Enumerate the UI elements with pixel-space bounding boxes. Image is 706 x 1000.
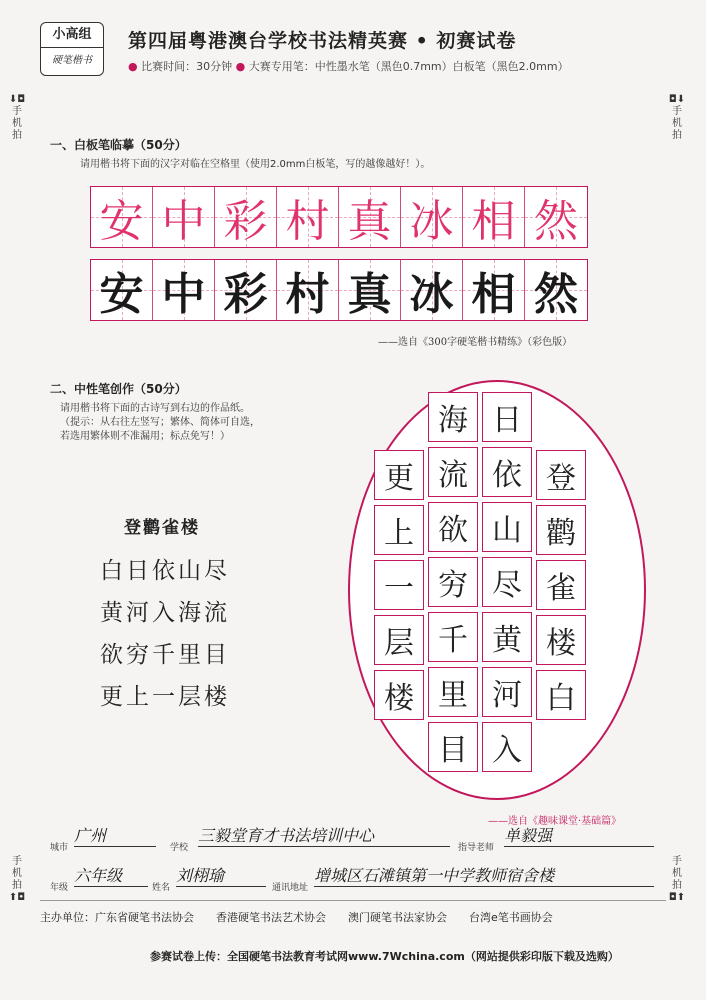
answer-cell[interactable]: 村	[277, 260, 339, 320]
name-field[interactable]: 刘栩瑜	[176, 866, 266, 887]
divider	[40, 900, 666, 901]
grade-field[interactable]: 六年级	[74, 866, 148, 887]
poem-title: 登鹳雀楼	[124, 518, 200, 538]
section2-source: ——选自《趣味课堂·基础篇》	[488, 816, 622, 827]
side-camera-top-left: ⬇◘ 手机拍	[8, 94, 26, 141]
answer-cell[interactable]: 中	[153, 260, 215, 320]
artwork-cell[interactable]: 更	[374, 450, 424, 500]
model-cell: 中	[153, 187, 215, 247]
answer-cell[interactable]: 真	[339, 260, 401, 320]
exam-info: ● 比赛时间：30分钟 ● 大赛专用笔：中性墨水笔（黑色0.7mm）白板笔（黑色2.0mm）	[128, 60, 569, 73]
camera-icon: ◘⬆	[668, 892, 686, 903]
poem-line: 白日依山尽	[100, 558, 230, 584]
city-field[interactable]: 广州	[74, 826, 156, 847]
exam-pen: 大赛专用笔：中性墨水笔（黑色0.7mm）白板笔（黑色2.0mm）	[248, 60, 569, 73]
artwork-cell[interactable]: 日	[482, 392, 532, 442]
answer-cell[interactable]: 彩	[215, 260, 277, 320]
artwork-cell[interactable]: 白	[536, 670, 586, 720]
copy-answer-row	[90, 259, 588, 321]
artwork-cell[interactable]: 里	[428, 667, 478, 717]
section2-title: 二、中性笔创作（50分）	[50, 382, 187, 396]
model-cell: 冰	[401, 187, 463, 247]
artwork-cell[interactable]: 上	[374, 505, 424, 555]
artwork-cell[interactable]: 楼	[536, 615, 586, 665]
model-cell: 真	[339, 187, 401, 247]
answer-cell[interactable]: 冰	[401, 260, 463, 320]
answer-cell[interactable]: 安	[91, 260, 153, 320]
address-label: 通讯地址	[272, 883, 309, 893]
answer-cell[interactable]: 相	[463, 260, 525, 320]
model-cell: 安	[91, 187, 153, 247]
artwork-cell[interactable]: 黄	[482, 612, 532, 662]
artwork-cell[interactable]: 山	[482, 502, 532, 552]
copy-model-row	[90, 186, 588, 248]
badge-style-label: 硬笔楷书	[52, 55, 92, 66]
side-camera-top-right: ◘⬇ 手机拍	[668, 94, 686, 141]
school-field[interactable]: 三毅堂育才书法培训中心	[198, 826, 450, 847]
side-camera-bottom-right: 手机拍 ◘⬆	[668, 856, 686, 903]
exam-title: 第四届粤港澳台学校书法精英赛 • 初赛试卷	[128, 30, 517, 52]
artwork-cell[interactable]: 流	[428, 447, 478, 497]
teacher-label: 指导老师	[458, 843, 495, 853]
artwork-cell[interactable]: 目	[428, 722, 478, 772]
poem-line: 欲穷千里目	[100, 642, 230, 668]
artwork-cell[interactable]: 登	[536, 450, 586, 500]
poem-line: 更上一层楼	[100, 684, 230, 710]
artwork-cell[interactable]: 层	[374, 615, 424, 665]
artwork-cell[interactable]: 依	[482, 447, 532, 497]
model-cell: 村	[277, 187, 339, 247]
badge-group-label: 小高组	[41, 23, 103, 48]
grade-label: 年级	[50, 883, 69, 893]
answer-cell[interactable]: 然	[525, 260, 587, 320]
model-cell: 彩	[215, 187, 277, 247]
camera-icon: ⬇◘	[8, 94, 26, 105]
section1-instruction: 请用楷书将下面的汉字对临在空格里（使用2.0mm白板笔，写的越像越好！）。	[80, 159, 431, 170]
name-label: 姓名	[152, 883, 171, 893]
camera-icon: ◘⬇	[668, 94, 686, 105]
sponsors: 主办单位：广东省硬笔书法协会 香港硬笔书法艺术协会 澳门硬笔书法家协会 台湾e笔书画协会	[40, 911, 553, 924]
artwork-cell[interactable]: 鹳	[536, 505, 586, 555]
group-badge	[40, 22, 104, 76]
model-cell: 然	[525, 187, 587, 247]
artwork-cell[interactable]: 千	[428, 612, 478, 662]
section1-title: 一、白板笔临摹（50分）	[50, 138, 187, 152]
exam-time: 比赛时间：30分钟	[141, 60, 233, 73]
artwork-cell[interactable]: 海	[428, 392, 478, 442]
section2-instruction: 请用楷书将下面的古诗写到右边的作品纸。 （提示：从右往左竖写；繁体、简体可自选， 若选用繁体则不准漏用；标点免写！）	[60, 403, 260, 442]
school-label: 学校	[170, 843, 189, 853]
address-field[interactable]: 增城区石滩镇第一中学教师宿舍楼	[314, 866, 654, 887]
artwork-cell[interactable]: 欲	[428, 502, 478, 552]
teacher-field[interactable]: 单毅强	[504, 826, 654, 847]
artwork-cell[interactable]: 一	[374, 560, 424, 610]
artwork-cell[interactable]: 尽	[482, 557, 532, 607]
artwork-cell[interactable]: 河	[482, 667, 532, 717]
city-label: 城市	[50, 843, 69, 853]
upload-note: 参赛试卷上传：全国硬笔书法教育考试网www.7Wchina.com（网站提供彩印版下载及选购）	[150, 950, 619, 963]
section1-source: ——选自《300字硬笔楷书精练》（彩色版）	[378, 337, 573, 348]
artwork-cell[interactable]: 楼	[374, 670, 424, 720]
side-camera-bottom-left: 手机拍 ⬆◘	[8, 856, 26, 903]
artwork-cell[interactable]: 雀	[536, 560, 586, 610]
poem-line: 黄河入海流	[100, 600, 230, 626]
camera-icon: ⬆◘	[8, 892, 26, 903]
artwork-cell[interactable]: 穷	[428, 557, 478, 607]
artwork-cell[interactable]: 入	[482, 722, 532, 772]
model-cell: 相	[463, 187, 525, 247]
